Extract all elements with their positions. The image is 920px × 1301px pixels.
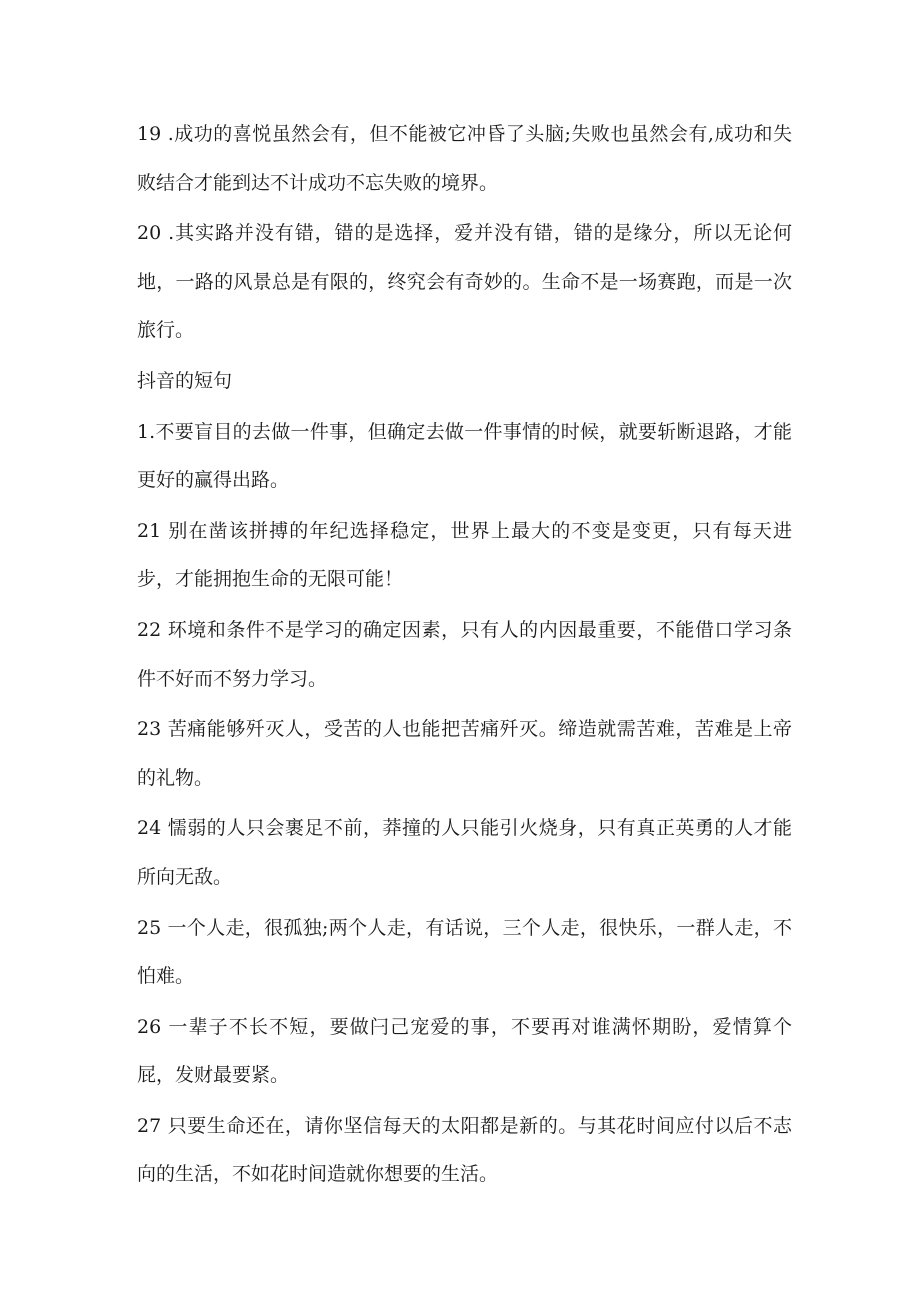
document-body [137, 110, 792, 1201]
section-heading: 抖音的短句 [137, 369, 233, 392]
paragraph-26: 26 一辈子不长不短，要做闩己宠爱的事，不要再对谁满怀期盼，爱情算个屁，发财最要紧。 [137, 1015, 792, 1087]
paragraph-25: 25 一个人走，很孤独;两个人走，有话说，三个人走，很快乐，一群人走，不怕难。 [137, 916, 792, 988]
paragraph-23: 23 苦痛能够歼灭人，受苦的人也能把苦痛歼灭。缔造就需苦难，苦难是上帝的礼物。 [137, 718, 792, 789]
paragraph-24: 24 懦弱的人只会裹足不前，莽撞的人只能引火烧身，只有真正英勇的人才能所向无敌。 [137, 817, 792, 888]
paragraph-22: 22 环境和条件不是学习的确定因素，只有人的内因最重要，不能借口学习条件不好而不努力学习。 [137, 618, 792, 690]
paragraph-27: 27 只要生命还在，请你坚信每天的太阳都是新的。与其花时间应付以后不志向的生活，不如花时间造就你想要的生活。 [137, 1114, 792, 1186]
paragraph-1: 1.不要盲目的去做一件事，但确定去做一件事情的时候，就要斩断退路，才能更好的赢得出路。 [137, 420, 792, 492]
paragraph-19: 19 .成功的喜悦虽然会有，但不能被它冲昏了头脑;失败也虽然会有,成功和失败结合才能到达不计成功不忘失败的境界。 [137, 123, 792, 194]
paragraph-20: 20 .其实路并没有错，错的是选择，爱并没有错，错的是缘分，所以无论何地，一路的风景总是有限的，终究会有奇妙的。生命不是一场赛跑，而是一次旅行。 [137, 222, 792, 342]
paragraph-21: 21 别在凿该拼搏的年纪选择稳定，世界上最大的不变是变更，只有每天进步，才能拥抱生命的无限可能！ [137, 519, 792, 591]
